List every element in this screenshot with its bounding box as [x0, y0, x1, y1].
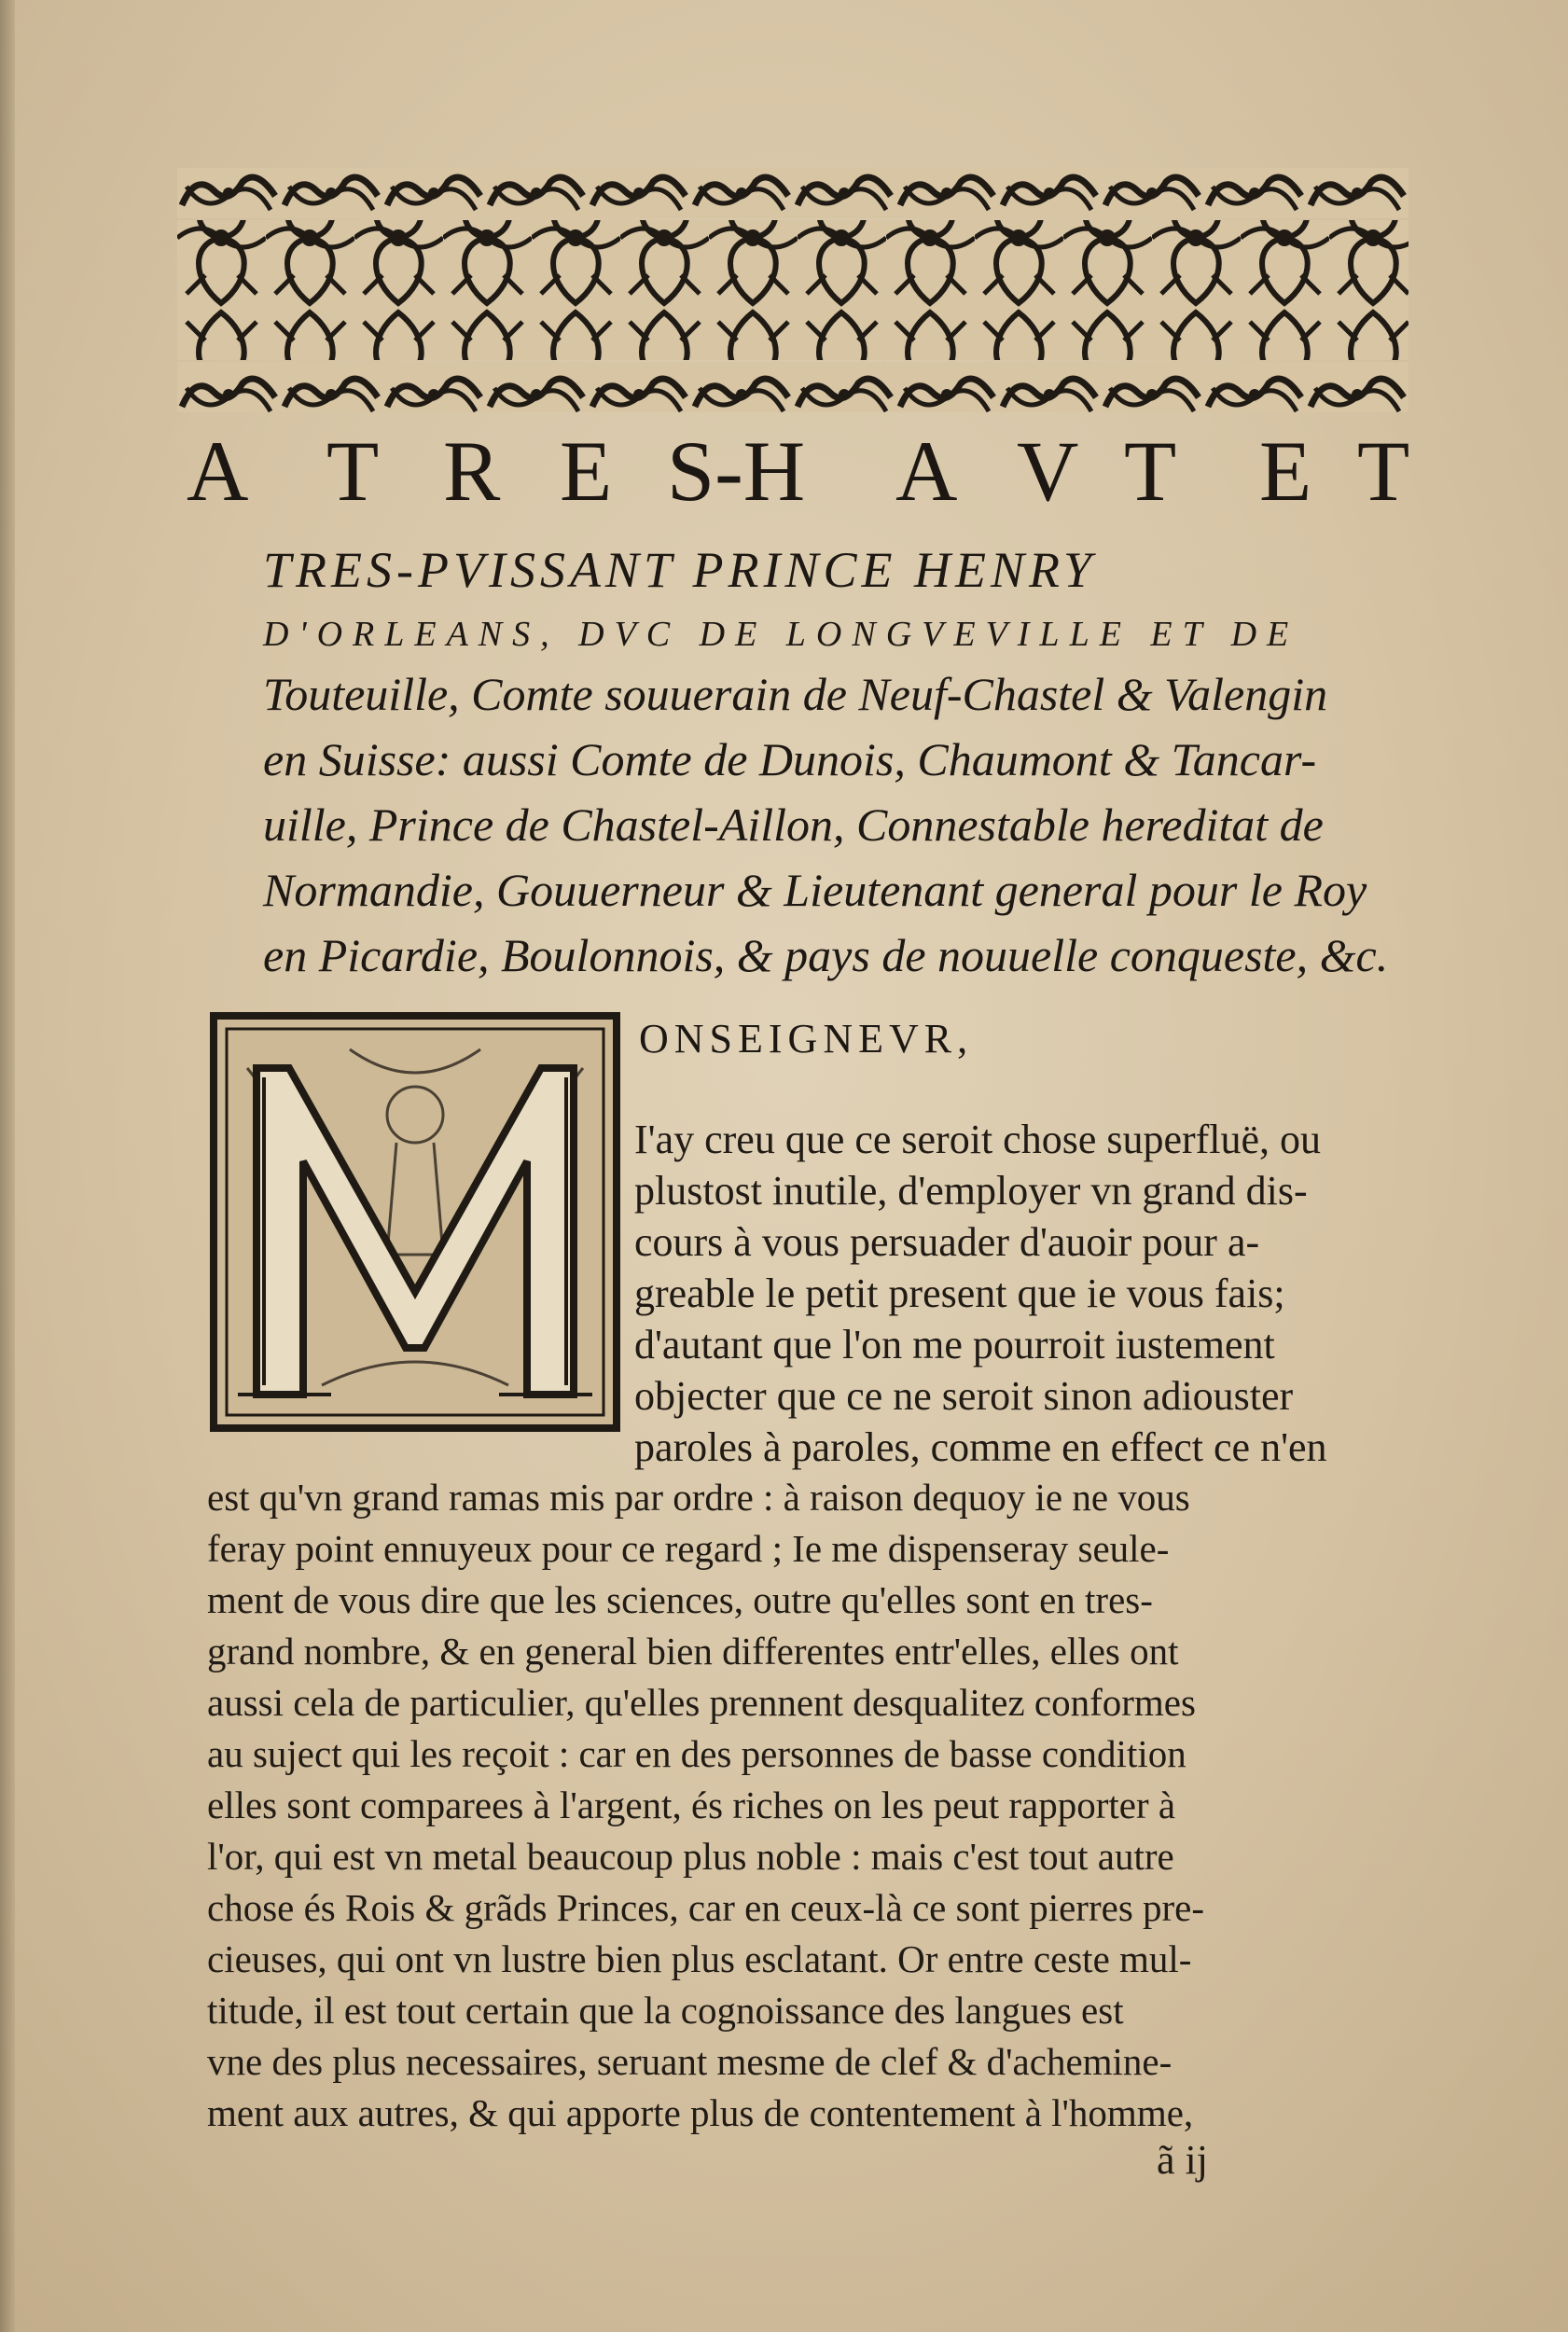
body-line: I'ay creu que ce seroit chose superfluë, ou [634, 1117, 1322, 1162]
heading-letter: V [1017, 423, 1079, 519]
title-line: en Picardie, Boulonnois, & pays de nouuelle conqueste, &c. [263, 929, 1389, 981]
body-line: est qu'vn grand ramas mis par ordre : à raison dequoy ie ne vous [207, 1476, 1190, 1519]
dedication-heading [177, 422, 1427, 524]
body-line: chose és Rois & grãds Princes, car en ceux-là ce sont pierres pre- [207, 1886, 1205, 1929]
body-line: cieuses, qui ont vn lustre bien plus esclatant. Or entre ceste mul- [207, 1937, 1192, 1980]
body-line: grand nombre, & en general bien differentes entr'elles, elles ont [207, 1630, 1179, 1673]
heading-letter: R [443, 423, 501, 519]
body-line: d'autant que l'on me pourroit iustement [634, 1322, 1275, 1367]
body-line: paroles à paroles, comme en effect ce n'en [634, 1424, 1327, 1470]
heading-letter: E [1259, 423, 1312, 519]
salutation: ONSEIGNEVR, [639, 1016, 974, 1062]
body-line: elles sont comparees à l'argent, és riches on les peut rapporter à [207, 1784, 1176, 1826]
heading-letter: E [560, 423, 613, 519]
title-line: Normandie, Gouuerneur & Lieutenant general pour le Roy [263, 864, 1367, 916]
body-line: plustost inutile, d'employer vn grand dis- [634, 1168, 1308, 1214]
body-line: aussi cela de particulier, qu'elles prennent desqualitez conformes [207, 1681, 1196, 1724]
body-line: greable le petit present que ie vous fais; [634, 1270, 1285, 1316]
body-line: ment de vous dire que les sciences, outre qu'elles sont en tres- [207, 1578, 1153, 1621]
heading-letter: T [1124, 423, 1177, 519]
body-line: vne des plus necessaires, seruant mesme de clef & d'achemine- [207, 2040, 1173, 2083]
body-line: au suject qui les reçoit : car en des personnes de basse condition [207, 1732, 1186, 1775]
title-line: Touteuille, Comte souuerain de Neuf-Chastel & Valengin [263, 668, 1328, 720]
body-line: objecter que ce ne seroit sinon adiouster [634, 1373, 1294, 1419]
heading-letter: S-H [667, 423, 806, 519]
heading-letter: A [895, 423, 958, 519]
body-line: titude, il est tout certain que la cognoissance des langues est [207, 1989, 1124, 2032]
decorated-initial-m [210, 1012, 620, 1432]
signature-mark: ã ij [1157, 2137, 1208, 2183]
title-line: D'ORLEANS, DVC DE LONGVEVILLE ET DE [263, 615, 1299, 654]
body-line: l'or, qui est vn metal beaucoup plus noble : mais c'est tout autre [207, 1835, 1174, 1878]
title-line: uille, Prince de Chastel-Aillon, Connestable hereditat de [263, 798, 1324, 851]
body-line: feray point ennuyeux pour ce regard ; Ie me dispenseray seule- [207, 1527, 1170, 1570]
headpiece-ornament [177, 168, 1408, 415]
body-line: cours à vous persuader d'auoir pour a- [634, 1219, 1260, 1265]
heading-letter: T [326, 423, 380, 519]
heading-letter: T [1357, 423, 1410, 519]
title-line: TRES-PVISSANT PRINCE HENRY [263, 542, 1097, 598]
page-gutter-edge [0, 0, 15, 2332]
heading-letter: A [187, 423, 249, 519]
body-line: ment aux autres, & qui apporte plus de contentement à l'homme, [207, 2091, 1194, 2134]
title-line: en Suisse: aussi Comte de Dunois, Chaumont & Tancar- [263, 733, 1317, 785]
